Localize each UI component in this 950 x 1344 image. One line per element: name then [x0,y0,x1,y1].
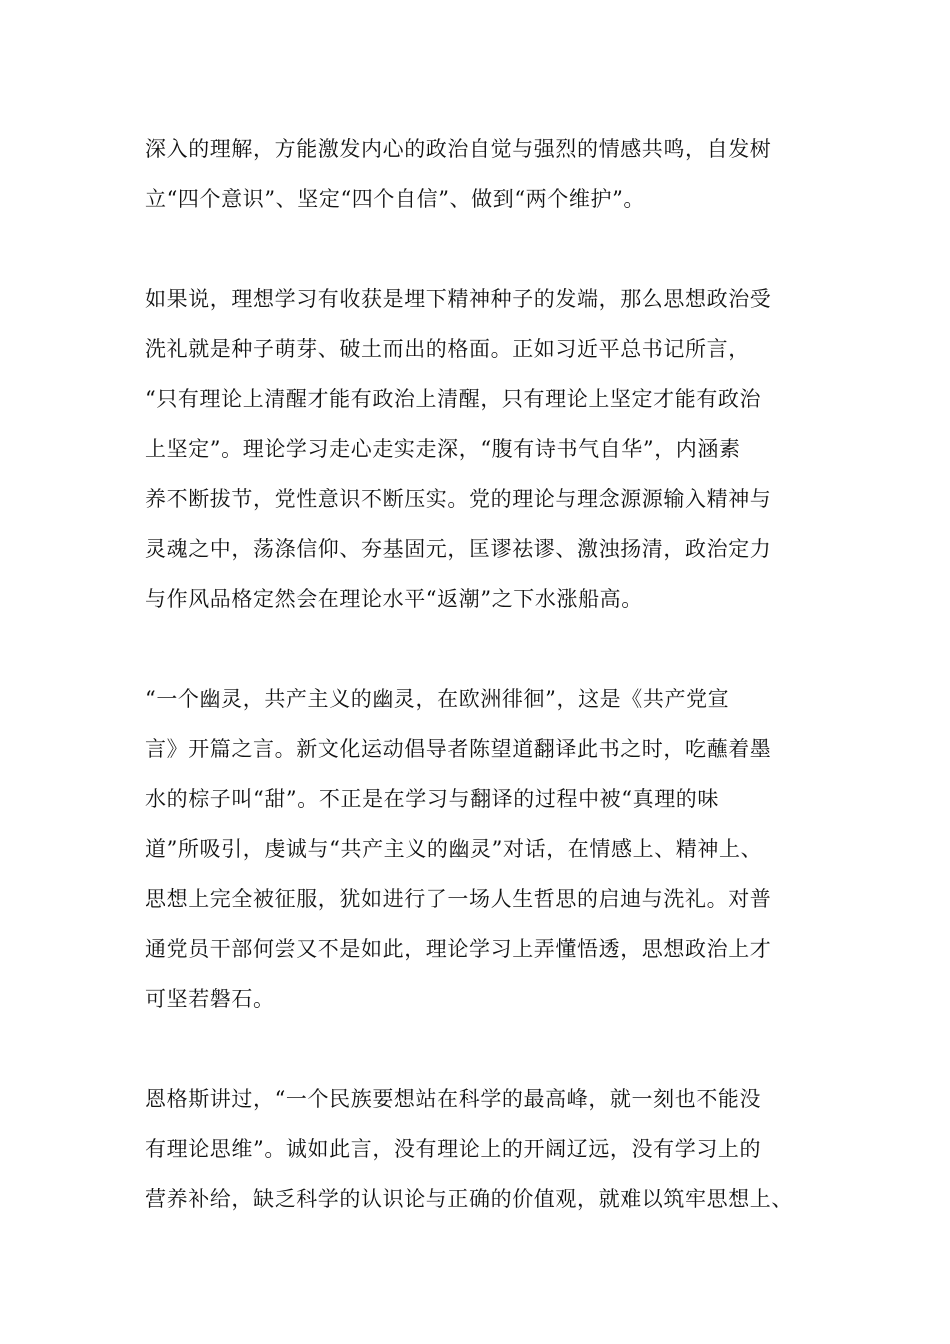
paragraph-4-line-1: 恩格斯讲过，“一个民族要想站在科学的最高峰，就一刻也不能没 [145,1087,762,1111]
paragraph-3-line-1: “一个幽灵，共产主义的幽灵，在欧洲徘徊”，这是《共产党宣 [145,687,730,711]
paragraph-4-line-2: 有理论思维”。诚如此言，没有理论上的开阔辽远，没有学习上的 [145,1137,762,1161]
paragraph-2-line-6: 灵魂之中，荡涤信仰、夯基固元，匡谬祛谬、激浊扬清，政治定力 [145,537,772,561]
paragraph-3-line-7: 可坚若磐石。 [145,987,275,1011]
paragraph-2-line-2: 洗礼就是种子萌芽、破土而出的格面。正如习近平总书记所言， [145,337,750,361]
paragraph-3-line-5: 思想上完全被征服，犹如进行了一场人生哲思的启迪与洗礼。对普 [145,887,772,911]
paragraph-1-line-2: 立“四个意识”、坚定“四个自信”、做到“两个维护”。 [145,187,646,211]
paragraph-2-line-5: 养不断拔节，党性意识不断压实。党的理论与理念源源输入精神与 [145,487,772,511]
paragraph-3-line-3: 水的棕子叫“甜”。不正是在学习与翻译的过程中被“真理的味 [145,787,720,811]
paragraph-2-line-7: 与作风品格定然会在理论水平“返潮”之下水涨船高。 [145,587,643,611]
paragraph-3-line-6: 通党员干部何尝又不是如此，理论学习上弄懂悟透，思想政治上才 [145,937,772,961]
paragraph-4-line-3: 营养补给，缺乏科学的认识论与正确的价值观，就难以筑牢思想上、 [145,1187,793,1211]
paragraph-2-line-3: “只有理论上清醒才能有政治上清醒，只有理论上坚定才能有政治 [145,387,762,411]
paragraph-3-line-4: 道”所吸引，虔诚与“共产主义的幽灵”对话，在情感上、精神上、 [145,837,763,861]
paragraph-2-line-4: 上坚定”。理论学习走心走实走深，“腹有诗书气自华”，内涵素 [145,437,741,461]
paragraph-3-line-2: 言》开篇之言。新文化运动倡导者陈望道翻译此书之时，吃蘸着墨 [145,737,772,761]
paragraph-1-line-1: 深入的理解，方能激发内心的政治自觉与强烈的情感共鸣，自发树 [145,137,772,161]
paragraph-2-line-1: 如果说，理想学习有收获是埋下精神种子的发端，那么思想政治受 [145,287,772,311]
